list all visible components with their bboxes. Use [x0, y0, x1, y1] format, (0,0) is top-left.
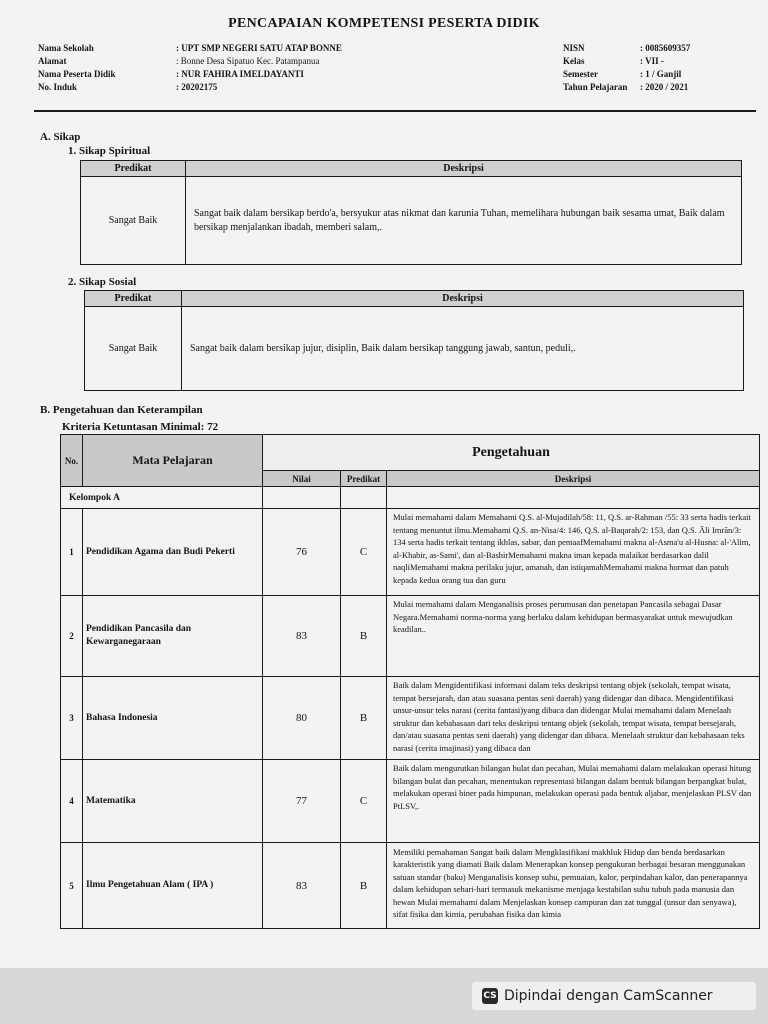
student-info-labels [38, 42, 116, 94]
page-title: PENCAPAIAN KOMPETENSI PESERTA DIDIK [228, 16, 540, 31]
table-row [61, 509, 760, 596]
row-predikat: B [341, 596, 387, 677]
class-info-values [640, 42, 690, 94]
value-no-induk: : 20202175 [176, 82, 218, 92]
pengetahuan-group-header: Pengetahuan [263, 435, 760, 471]
sosial-predikat: Sangat Baik [85, 307, 182, 391]
camscanner-watermark [472, 982, 756, 1010]
row-nilai: 76 [263, 509, 341, 596]
col-predikat-header: Predikat [85, 291, 182, 307]
header-divider [34, 110, 756, 112]
row-deskripsi: Baik dalam mengurutkan bilangan bulat dan pecahan, Mulai memahami dalam melakukan operasi hitung bilangan bulat dan pecahan, menentukan representasi bilangan dalam bentuk bilangan berpangkat bulat, melakukan operasi biner pada himpunan, melakukan operasi pada bentuk aljabar, menjelaskan PLSV dan PtLSV,. [393, 763, 752, 811]
row-no: 5 [61, 843, 83, 929]
row-nilai: 77 [263, 760, 341, 843]
col-mapel-header: Mata Pelajaran [83, 435, 263, 487]
row-predikat: C [341, 760, 387, 843]
row-predikat: B [341, 843, 387, 929]
row-deskripsi: Baik dalam Mengidentifikasi informasi dalam teks deskripsi tentang objek (sekolah, tempat wisata, tempat bersejarah, dan atau suasana pentas seni daerah) yang didengar dan dibaca. Mengidentifikasi unsur-unsur teks narasi (cerita fantasi)yang dibaca dan didengar Mulai memahami dalam Menelaah struktur dan kebahasaan dari teks deskripsi tentang objek (sekolah, tempat wisata, tempat bersejarah, dan/atau suasana pentas seni daerah) yang didengar dan dibaca. Menelaah struktur dan kebahasaan teks narasi (cerita imajinasi) yang dibaca dan [393, 680, 745, 753]
value-tahun-pelajaran: : 2020 / 2021 [640, 82, 689, 92]
row-no: 4 [61, 760, 83, 843]
kelompok-a-label: Kelompok A [61, 487, 263, 509]
row-mapel: Pendidikan Agama dan Budi Pekerti [83, 509, 263, 596]
col-nilai-header: Nilai [263, 471, 341, 487]
student-info-values [176, 42, 342, 94]
col-deskripsi-header: Deskripsi [182, 291, 744, 307]
label-no-induk: No. Induk [38, 82, 78, 92]
col-predikat-header: Predikat [81, 161, 186, 177]
value-semester: : 1 / Ganjil [640, 69, 682, 79]
row-nilai: 83 [263, 596, 341, 677]
value-nama-peserta: : NUR FAHIRA IMELDAYANTI [176, 69, 304, 79]
kkm-label: Kriteria Ketuntasan Minimal: 72 [62, 421, 219, 433]
sikap-spiritual-heading: 1. Sikap Spiritual [68, 145, 151, 157]
label-kelas: Kelas [563, 56, 585, 66]
table-row [61, 596, 760, 677]
label-alamat: Alamat [38, 56, 67, 66]
col-deskripsi-header: Deskripsi [387, 471, 760, 487]
row-nilai: 80 [263, 677, 341, 760]
camscanner-text: Dipindai dengan CamScanner [504, 988, 713, 1004]
table-row [61, 677, 760, 760]
label-nisn: NISN [563, 43, 585, 53]
row-predikat: C [341, 509, 387, 596]
camscanner-logo-icon: CS [482, 988, 498, 1004]
row-no: 3 [61, 677, 83, 760]
row-mapel: Ilmu Pengetahuan Alam ( IPA ) [83, 843, 263, 929]
sosial-deskripsi: Sangat baik dalam bersikap jujur, disiplin, Baik dalam bersikap tanggung jawab, santun, peduli,. [182, 307, 744, 391]
spiritual-deskripsi: Sangat baik dalam bersikap berdo'a, bersyukur atas nikmat dan karunia Tuhan, memelihara hubungan baik sesama umat, Baik dalam bersikap menjalankan ibadah, memberi salam,. [186, 177, 742, 265]
table-row [61, 760, 760, 843]
row-deskripsi: Memiliki pemahaman Sangat baik dalam Mengklasifikasi makhluk Hidup dan benda berdasarkan karakteristik yang diamati Baik dalam Menerapkan konsep pengukuran berbagai besaran menggunakan satuan standar (baku) Menganalisis konsep suhu, pemuaian, kalor, perpindahan kalor, dan penerapannya dalam kehidupan sehari-hari termasuk mekanisme menjaga kestabilan suhu tubuh pada manusia dan hewan Mulai memahami dalam Menjelaskan konsep campuran dan zat tunggal (unsur dan senyawa), sifat fisika dan kimia, perubahan fisika dan kimia [393, 846, 748, 919]
row-mapel: Pendidikan Pancasila dan Kewarganegaraan [83, 596, 263, 677]
col-predikat-header: Predikat [341, 471, 387, 487]
value-kelas: : VII - [640, 56, 664, 66]
sikap-sosial-heading: 2. Sikap Sosial [68, 276, 137, 288]
pengetahuan-table [60, 434, 760, 929]
col-no-header: No. [61, 435, 83, 487]
row-deskripsi: Mulai memahami dalam Menganalisis proses perumusan dan penetapan Pancasila sebagai Dasar Negara.Memahami norma-norma yang berlaku dalam kehidupan bermasyarakat untuk mewujudkan keadilan.. [393, 599, 733, 634]
section-sikap-heading: A. Sikap [40, 131, 81, 143]
row-mapel: Matematika [83, 760, 263, 843]
row-deskripsi: Mulai memahami dalam Memahami Q.S. al-Mujadilah/58: 11, Q.S. ar-Rahman /55: 33 serta hadis terkait tentang menuntut ilmu.Memahami Q.S. an-Nisa/4: 146, Q.S. al-Baqarah/2: 153, dan Q.S. Āli Imrān/3: 134 serta hadis terkait tentang ikhlas, sabar, dan pemaafMemahami makna al-Asma'u al-Husna: al-'Alim, al-Khabir, as-Sami', dan al-BashirMemahami makna iman kepada malaikat berdasarkan dalil naqliMemahami makna perilaku jujur, amanah, dan istiqamahMemahami makna hormat dan patuh kepada kedua orang tua dan guru [393, 512, 751, 585]
label-tahun-pelajaran: Tahun Pelajaran [563, 82, 628, 92]
row-mapel: Bahasa Indonesia [83, 677, 263, 760]
sikap-sosial-table [84, 290, 744, 391]
sikap-spiritual-table [80, 160, 742, 265]
section-pengetahuan-heading: B. Pengetahuan dan Keterampilan [40, 404, 203, 416]
label-nama-sekolah: Nama Sekolah [38, 43, 94, 53]
row-nilai: 83 [263, 843, 341, 929]
row-predikat: B [341, 677, 387, 760]
table-row [61, 843, 760, 929]
class-info-labels [563, 42, 627, 94]
col-deskripsi-header: Deskripsi [186, 161, 742, 177]
row-no: 1 [61, 509, 83, 596]
label-semester: Semester [563, 69, 598, 79]
value-alamat: : Bonne Desa Sipatuo Kec. Patampanua [176, 56, 320, 66]
spiritual-predikat: Sangat Baik [81, 177, 186, 265]
row-no: 2 [61, 596, 83, 677]
value-nisn: : 0085609357 [640, 43, 691, 53]
label-nama-peserta: Nama Peserta Didik [38, 69, 116, 79]
value-nama-sekolah: : UPT SMP NEGERI SATU ATAP BONNE [176, 43, 342, 53]
